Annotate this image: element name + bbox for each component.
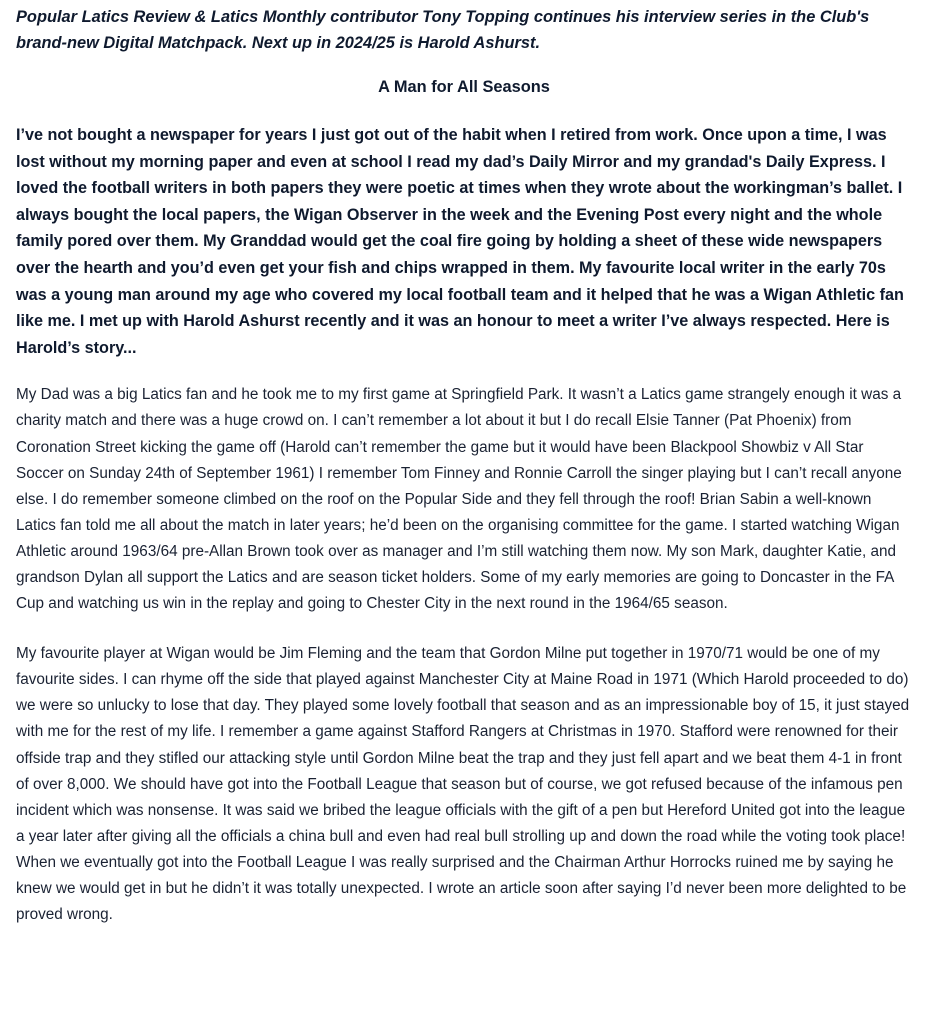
article-title: A Man for All Seasons	[378, 78, 550, 96]
article-preface: I’ve not bought a newspaper for years I just got out of the habit when I retired from work. Once upon a time, I was lost without my morning paper and even at school I read my dad’s Daily Mirror and my grandad's Daily Express. I loved the football writers in both papers they were poetic at times when they wrote about the workingman’s ballet. I always bought the local papers, the Wigan Observer in the week and the Evening Post every night and the whole family pored over them. My Granddad would get the coal fire going by holding a sheet of these wide newspapers over the hearth and you’d even get your fish and chips wrapped in them. My favourite local writer in the early 70s was a young man around my age who covered my local football team and it helped that he was a Wigan Athletic fan like me. I met up with Harold Ashurst recently and it was an honour to meet a writer I’ve always respected. Here is Harold’s story...	[16, 126, 904, 357]
article-paragraph: My Dad was a big Latics fan and he took me to my first game at Springfield Park. It wasn’t a Latics game strangely enough it was a charity match and there was a huge crowd on. I can’t remember a lot about it but I do recall Elsie Tanner (Pat Phoenix) from Coronation Street kicking the game off (Harold can’t remember the game but it would have been Blackpool Showbiz v All Star Soccer on Sunday 24th of September 1961) I remember Tom Finney and Ronnie Carroll the singer playing but I can’t recall anyone else. I do remember someone climbed on the roof on the Popular Side and they fell through the roof! Brian Sabin a well-known Latics fan told me all about the match in later years; he’d been on the organising committee for the game. I started watching Wigan Athletic around 1963/64 pre-Allan Brown took over as manager and I’m still watching them now. My son Mark, daughter Katie, and grandson Dylan all support the Latics and are season ticket holders. Some of my early memories are going to Doncaster in the FA Cup and watching us win in the replay and going to Chester City in the next round in the 1964/65 season.	[16, 386, 902, 613]
article-paragraph: My favourite player at Wigan would be Jim Fleming and the team that Gordon Milne put together in 1970/71 would be one of my favourite sides. I can rhyme off the side that played against Manchester City at Maine Road in 1971 (Which Harold proceeded to do) we were so unlucky to lose that day. They played some lovely football that season and as an impressionable boy of 15, it just stayed with me for the rest of my life. I remember a game against Stafford Rangers at Christmas in 1970. Stafford were renowned for their offside trap and they stifled our attacking style until Gordon Milne beat the trap and they just fell apart and we beat them 4-1 in front of over 8,000. We should have got into the Football League that season but of course, we got refused because of the infamous pen incident which was nonsense. It was said we bribed the league officials with the gift of a pen but Hereford United got into the league a year later after giving all the officials a china bull and even had real bull strolling up and down the road while the voting took place! When we eventually got into the Football League I was really surprised and the Chairman Arthur Horrocks ruined me by saying he knew we would get in but he didn’t it was totally unexpected. I wrote an article soon after saying I’d never been more delighted to be proved wrong.	[16, 645, 910, 924]
article-intro: Popular Latics Review & Latics Monthly contributor Tony Topping continues his interview series in the Club's brand-new Digital Matchpack. Next up in 2024/25 is Harold Ashurst.	[16, 8, 870, 52]
